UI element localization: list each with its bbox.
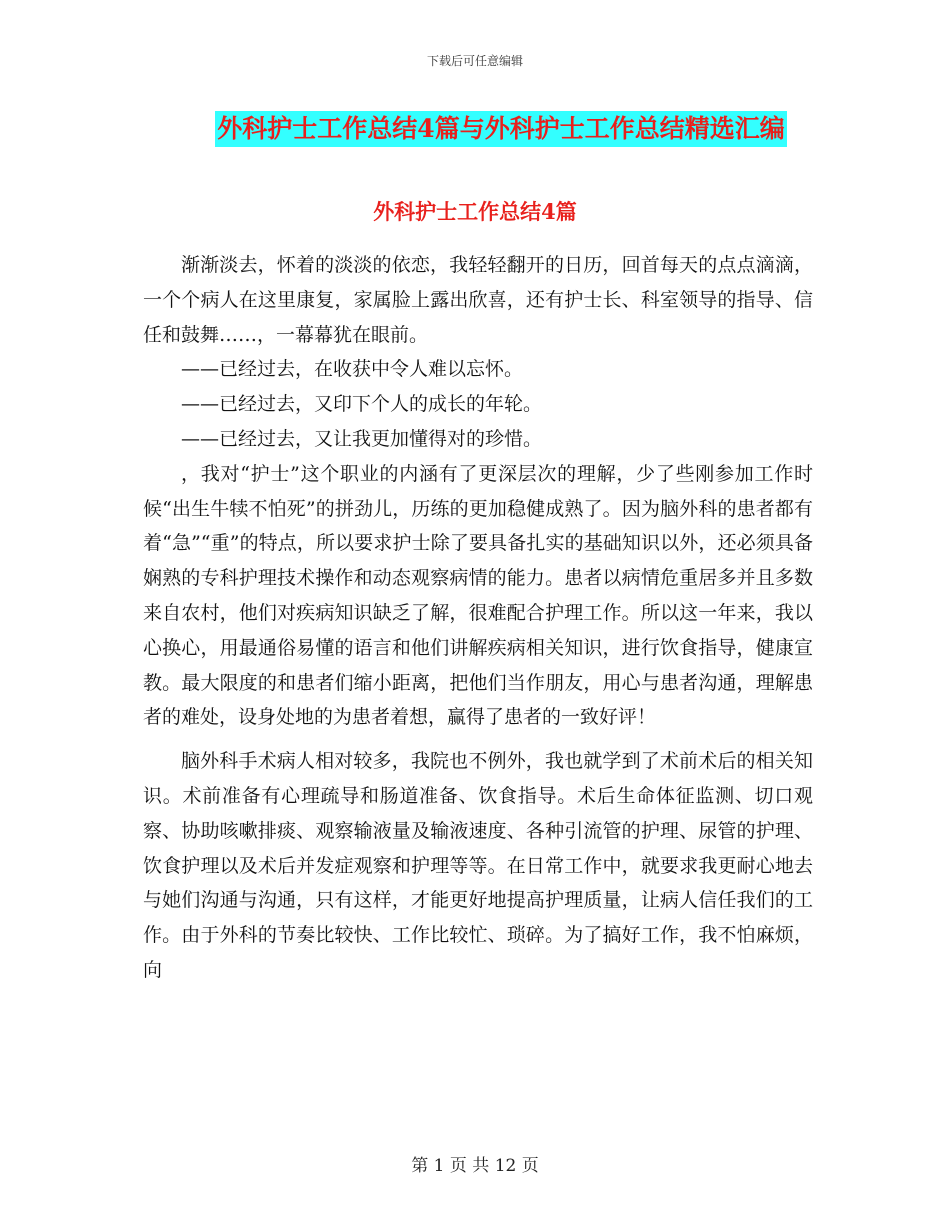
document-title-container xyxy=(0,111,950,147)
paragraph: ——已经过去，又印下个人的成长的年轮。 xyxy=(181,393,543,416)
paragraph: ——已经过去，在收获中令人难以忘怀。 xyxy=(181,358,524,381)
page-number-footer: 第 1 页 共 12 页 xyxy=(411,1156,539,1176)
page-header-note: 下载后可任意编辑 xyxy=(426,54,523,68)
section-subtitle: 外科护士工作总结4篇 xyxy=(373,199,577,224)
document-title: 外科护士工作总结4篇与外科护士工作总结精选汇编 xyxy=(215,111,786,147)
paragraph: 渐渐淡去，怀着的淡淡的依恋，我轻轻翻开的日历，回首每天的点点滴滴，一个个病人在这里康复，家属脸上露出欣喜，还有护士长、科室领导的指导、信任和鼓舞……，一幕幕犹在眼前。 xyxy=(143,254,813,346)
paragraph: ——已经过去，又让我更加懂得对的珍惜。 xyxy=(181,427,543,450)
paragraph: 脑外科手术病人相对较多，我院也不例外，我也就学到了术前术后的相关知识。术前准备有心理疏导和肠道准备、饮食指导。术后生命体征监测、切口观察、协助咳嗽排痰、观察输液量及输液速度、各种引流管的护理、尿管的护理、饮食护理以及术后并发症观察和护理等等。在日常工作中，就要求我更耐心地去与她们沟通与沟通，只有这样，才能更好地提高护理质量，让病人信任我们的工作。由于外科的节奏比较快、工作比较忙、琐碎。为了搞好工作，我不怕麻烦，向 xyxy=(143,750,813,981)
document-body xyxy=(143,248,813,988)
paragraph: ，我对“护士”这个职业的内涵有了更深层次的理解，少了些刚参加工作时候“出生牛犊不怕死”的拼劲儿，历练的更加稳健成熟了。因为脑外科的患者都有着“急”“重”的特点，所以要求护士除了要具备扎实的基础知识以外，还必须具备娴熟的专科护理技术操作和动态观察病情的能力。患者以病情危重居多并且多数来自农村，他们对疾病知识缺乏了解，很难配合护理工作。所以这一年来，我以心换心，用最通俗易懂的语言和他们讲解疾病相关知识，进行饮食指导，健康宣教。最大限度的和患者们缩小距离，把他们当作朋友，用心与患者沟通，理解患者的难处，设身处地的为患者着想，赢得了患者的一致好评！ xyxy=(143,462,813,729)
